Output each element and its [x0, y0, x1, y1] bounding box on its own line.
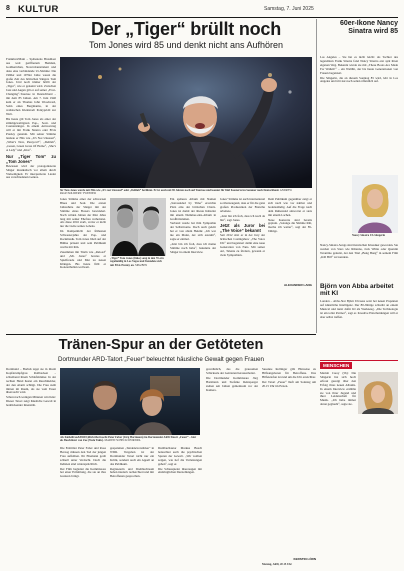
menschen-badge: MENSCHEN	[320, 362, 352, 369]
article-column-2: Jones Stimme einer der schwarzen Blues und Soul. Die ersten Jahrzehnte der Sänger mit der Stimme eines Boxers bewundert. Nach wilden Jahren der 60er Jahre lang mit seiner Ehefrau verheiratet. Als diese 2016 starb, verlor er nicht nur die Liebe seines Lebens. Im Rampenlicht der frühesten Schwesterjahre der Pop- und Rockmusik. Tom Jones blieb auf der Bühne präsent und sein Publikum wuchs mit ihm. Zusammen mit Titeln wie „Reload“ und „Mr. Jones“ bewies er Spielfreude und Mut zu neuen Klängen. Bis heute füllt er Konzerthallen weltweit.	[60, 198, 106, 270]
sidebar-headline: 60er-Ikone Nancy Sinatra wird 85	[340, 20, 398, 35]
subheading: Jetzt als Juror bei „The Voice“ bekannt	[220, 223, 265, 234]
subheading: Nur „Tiger Tom“ zu „Tom Jones“	[6, 153, 56, 164]
article-column-4: Jones’ Stimme ist auch international so überzeugend, dass er für die ganz großen Produzenten der Branche arbeitete. „Jetzt bin ich froh, dass ich noch da bin“, sagt Jones. Jetzt als Juror bei „The Voice“ bekannt Seit 2012 sitzt er in der Jury der britischen Castingshow „The Voice UK“ und begeistert damit eine neue Generation von Fans. Mit seiner Art, Talente zu fördern, gewann er viele Sympathien.	[220, 198, 265, 257]
nancy-photo-caption: Nancy Sinatra US-Sängerin	[352, 234, 386, 237]
tatort-photo-caption: Als Kiebelfrau&#8203;dlich überrascht Peter Faber (Jörg Hartmann) im Dortmunder ARD-Tatort „Feuer“ – hier als Beschützer von Zoe (Tesla Takis). MARTIN SCHECK/WDR/DPA	[60, 436, 197, 443]
article2-column-5: gewöhnlich, das die grausamen Schicksale der Getöteten herausarbeitet. Die Dortmunder Kommissare Jörg Hartmann und Stefanie Reinsperger stehen seit Jahren gemeinsam vor der Kamera.	[206, 368, 258, 392]
article-column-3: Ein späteres Album mit Namen „Surrounded by Time“ erreichte Platz eins der britischen Charts. Jones ist damit der älteste Künstler mit einem Nummer-eins-Album in Großbritannien. Verband wurde bei ihm Sympathie der Selbstironie. Doch auch gelebt hat er von allem Hektik: „Ich war nie ein Mann, der sich ausruht“, sagte er einmal. „Jetzt bin ich froh, dass ich meine Stimme noch habe“, bekannte der Sänger in einem Interview.	[170, 198, 216, 254]
menschen-rule	[320, 360, 398, 361]
article-column-1: Frankfurt/Main – Spätestens Brusthaar aus weit geöffnetem Hemden, Goldkettchen, Novel-Kunsttalent und dazu eine verbindende Ur-Stimme: Die 1960er und 1970er Jahre waren die große Zeit des britischen Sängers Tom Jones. Und noch immer brüllt der „Tiger“, wie er genannt wird. Zwischen Jazz und Augen gilt er auf seiner „Ever-Changing“-Tournee in Deutschland – mit dem 85 Jahren. Am 7. Juni 1940 kam er als Thomas John Woodward, Sohn eines Bergmanns, in der walisischen Kleinstadt Pontypridd zur Welt. Bis heute gilt Tom Jones als einer der stimmgewaltigsten Pop-, Soul- und Countersänger. In einem Antwortzug will er mit Frank Sinatra oder Elvis Presley genannt. Mit seiner Stimme landete er Hits wie „It’s Not Unusual“, „What’s New, Pussycat?“, „Delilah“, „Green, Green Grass Of Home“, „She’s A Lady“ und „Kiss“. Nur „Tiger Tom“ zu „Tom Jones“ Bewiesen wird der protagonisierte Sänger musikalisch vor allem durch Vielseitigkeit. Er interpretierte Lieder aus verschiedenen Genres.	[6, 58, 56, 180]
nancy-sinatra-photo	[352, 175, 398, 233]
sidebar-text-3: London – Abba-Star Björn Ulvaeus setzt bei neuen Projekten auf künstliche Intelligenz. Der 80-Jährige schreibt an einem Musical und nutzt dafür KI als Werkzeug. „Die Technologie ist ein toller Partner“, sagt er. Kreative Entscheidungen will er aber selbst treffen.	[320, 300, 398, 319]
small-photo-caption: „Tiger“ Tom Jones (links) sang in den 70-ern regelmäßig in Las Vegas und freundete sich mit Elvis Presley an. SIPA/BNS	[110, 257, 164, 267]
article2-column-2: Die Ermittler Peter Faber und Rosa Herzog müssen den Tod der jungen Frau aufklären. Ihr Ehemann gerät schnell unter Verdacht. Doch die Indizien sind widersprüchlich. Der Film begleitet die Kommissare bei einer Ermittlung, die sie an ihre Grenzen bringt.	[60, 447, 106, 479]
sidebar-subheadline: Björn von Abba arbeitet mit KI	[320, 283, 394, 298]
sidebar-text-4a: Mariah Carey (56): Die Sängerin hat sich hoch erfreut gezeigt über den Erfolg ihres neuen Albums. In einem Interview erzählte sie von ihrer Jugend und ihrer Leidenschaft für Musik. „Ich habe immer daran geglaubt“, sagte sie.	[320, 372, 356, 407]
article-deck: Tom Jones wird 85 und denkt nicht ans Aufhören	[88, 40, 284, 50]
tom-jones-photo	[60, 57, 312, 188]
section-title: KULTUR	[18, 4, 59, 15]
elvis-tom-photo	[110, 198, 166, 256]
issue-date: Samstag, 7. Juni 2025	[264, 6, 314, 12]
page-number: 8	[6, 5, 10, 12]
article-headline: Der „Tiger“ brüllt noch	[90, 19, 282, 39]
sidebar-divider	[316, 19, 317, 333]
tatort-photo	[60, 368, 200, 435]
article-author: ALEXANDER LANG	[283, 283, 312, 287]
article-column-5: Dem Publikum gegenüber zeigt er sich nach wie vor nahbar und bodenständig. Auf die Frage nach dem Ruhestand antwortet er stets mit einem Lachen. Neue Konzerte sind bereits geplant. „Solange die Stimme hält, mache ich weiter“, sagt der 85-Jährige.	[268, 198, 312, 234]
article2-column-6: Susanne Rollinger gibt Hinweise zu Hilfsangeboten für Betroffene. Das Hilfetelefon ist rund um die Uhr erreichbar. Der Tatort „Feuer“ läuft am Sonntag um 20.15 Uhr im Ersten.	[262, 368, 316, 388]
article2-deck: Dortmunder ARD-Tatort „Feuer“ beleuchtet häusliche Gewalt gegen Frauen	[57, 356, 264, 363]
header-rule	[6, 17, 398, 18]
article2-author: KERSTIN LÖRN	[293, 557, 316, 561]
article2-top-rule	[6, 334, 316, 335]
article2-headline: Tränen-Spur an der Getöteten	[58, 337, 264, 353]
sidebar-text-1: Los Angeles – Sie hat es nicht leicht: als Tochter des legendären Frank Sinatra fand Nancy Sinatra erst spät ihren eigenen Weg. Bekannt wurde sie mit „These Boots Are Made For Walkin’“ – ein Welthit, der bis heute Generationen von Frauen begeistert. Die Sängerin, die an diesem Sonntag 85 wird, lebt in Los Angeles und tritt nur noch selten öffentlich auf.	[320, 56, 398, 84]
article2-column-1: Dortmund – Barfuß tappt sie in ihrem Kopfstrumpfgrau Rollbacken – schreibend ihrem Schlafzimmer. In der rechten Hand hustet ein Rauchmelder, der den Alarm schlägt. Die Frau steht mitten im Raum, als sie vom Feuer überrascht wird. Schon nach wenigen Minuten wird klar: Dieser Tatort zeigt häusliche Gewalt in bedrückender Intensität.	[6, 368, 56, 408]
mariah-carey-photo	[358, 372, 398, 414]
broadcast-info: Montag, ARD, 20.15 Uhr	[262, 563, 292, 566]
main-photo-caption: Sir Tom Jones wurde mit Hits wie „It’s not Unusual“ oder „Delilah“ berühmt. Er ist auch mit 85 Jahren noch auf Tournee und kommt für fünf Konzerte im Sommer nach Deutschland. ANDREW PAGE/SOLDIERS/ TWEENER	[60, 189, 292, 196]
sidebar-text-2: Nancy-Sinatra-Songs sind inzwischen Klassiker geworden. Sie werden von Stars wie Rihanna, Jack White oder Quentin Tarantino genutzt, der den Titel „Bang Bang“ in seinem Film „Kill Bill“ verwendete.	[320, 244, 398, 259]
page-header	[6, 5, 398, 17]
article2-column-3: gespannten „Tendenzverstärker“ in WDR. Vergeben ist der Dortmunder Tatort nicht nur ein Krimi, sondern auch ein Appell an das Publikum. Regisseurin und Drehbuchteam haben intensiv recherchiert und mit Betroffenen gesprochen.	[110, 447, 154, 479]
article2-column-4: Drehbuchautor Markus Busch beleuchtet auch die psychischen Spuren der Gewalt. „Wir wollten zeigen, wie tief die Verletzungen gehen“, sagt er. Die Schauspieler überzeugen mit eindringlichen Darstellungen.	[158, 447, 202, 475]
